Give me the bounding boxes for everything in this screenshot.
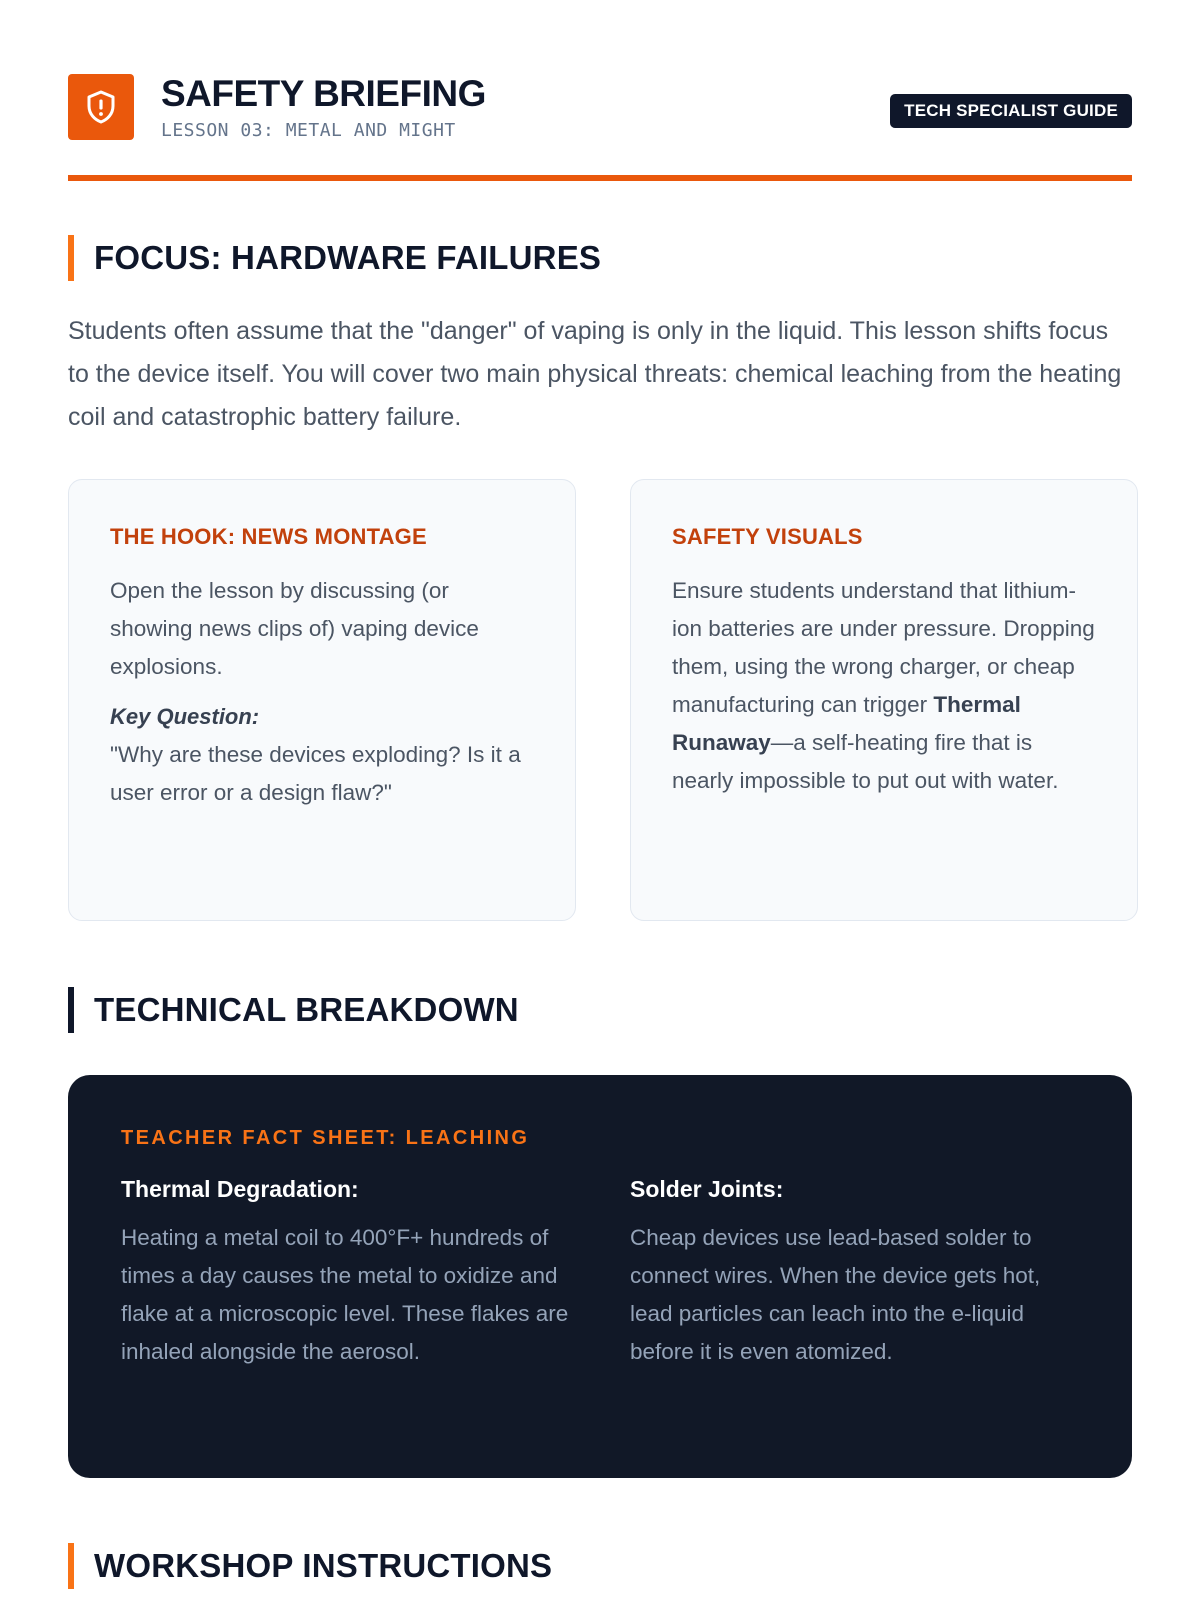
thermal-degradation-text: Heating a metal coil to 400°F+ hundreds of times a day causes the metal to oxidize and flake at a microscopic level. These flakes are inhaled alongside the aerosol.	[121, 1225, 569, 1364]
heading-accent-bar	[68, 235, 74, 281]
fact-sheet-panel	[68, 1075, 1132, 1478]
safety-visuals-text-after: —a self-heating fire that is nearly impossible to put out with water.	[672, 730, 1059, 793]
solder-joints-title: Solder Joints:	[630, 1176, 784, 1202]
key-question-text: "Why are these devices exploding? Is it a user error or a design flaw?"	[110, 742, 521, 805]
focus-heading-label: FOCUS: HARDWARE FAILURES	[94, 239, 602, 276]
solder-joints-column	[630, 1176, 1079, 1371]
lesson-subtitle: LESSON 03: METAL AND MIGHT	[161, 120, 456, 141]
fact-sheet-columns	[121, 1176, 1079, 1371]
solder-joints-text: Cheap devices use lead-based solder to connect wires. When the device gets hot, lead particles can leach into the e-liquid before it is even atomized.	[630, 1225, 1041, 1364]
focus-section-heading	[68, 235, 601, 281]
heading-accent-bar	[68, 987, 74, 1033]
hook-card-title: THE HOOK: NEWS MONTAGE	[110, 524, 427, 549]
focus-intro-text: Students often assume that the "danger" of vaping is only in the liquid. This lesson shifts focus to the device itself. You will cover two main physical threats: chemical leaching from the heating coil and catastrophic battery failure.	[68, 317, 1122, 431]
thermal-runaway-term: Thermal Runaway	[672, 692, 1021, 755]
technical-heading-label: TECHNICAL BREAKDOWN	[94, 991, 519, 1028]
header-divider	[68, 175, 1132, 181]
fact-sheet-title: TEACHER FACT SHEET: LEACHING	[121, 1127, 530, 1149]
thermal-degradation-column	[121, 1176, 570, 1371]
safety-visuals-title: SAFETY VISUALS	[672, 524, 863, 549]
workshop-heading-label: WORKSHOP INSTRUCTIONS	[94, 1547, 553, 1584]
thermal-degradation-title: Thermal Degradation:	[121, 1176, 359, 1202]
technical-section-heading	[68, 987, 519, 1033]
safety-visuals-text	[672, 572, 1096, 800]
page-title: SAFETY BRIEFING	[161, 73, 486, 114]
workshop-section-heading	[68, 1543, 552, 1589]
hook-card	[68, 479, 576, 921]
guide-badge: TECH SPECIALIST GUIDE	[890, 94, 1132, 128]
safety-visuals-card	[630, 479, 1138, 921]
hook-card-text: Open the lesson by discussing (or showing news clips of) vaping device explosions.	[110, 578, 479, 679]
safety-visuals-text-before: Ensure students understand that lithium-ion batteries are under pressure. Dropping them, using the wrong charger, or cheap manufacturing can trigger	[672, 578, 1095, 717]
page-header	[68, 74, 1132, 146]
shield-alert-icon	[68, 74, 134, 140]
key-question-label: Key Question:	[110, 704, 260, 729]
heading-accent-bar	[68, 1543, 74, 1589]
